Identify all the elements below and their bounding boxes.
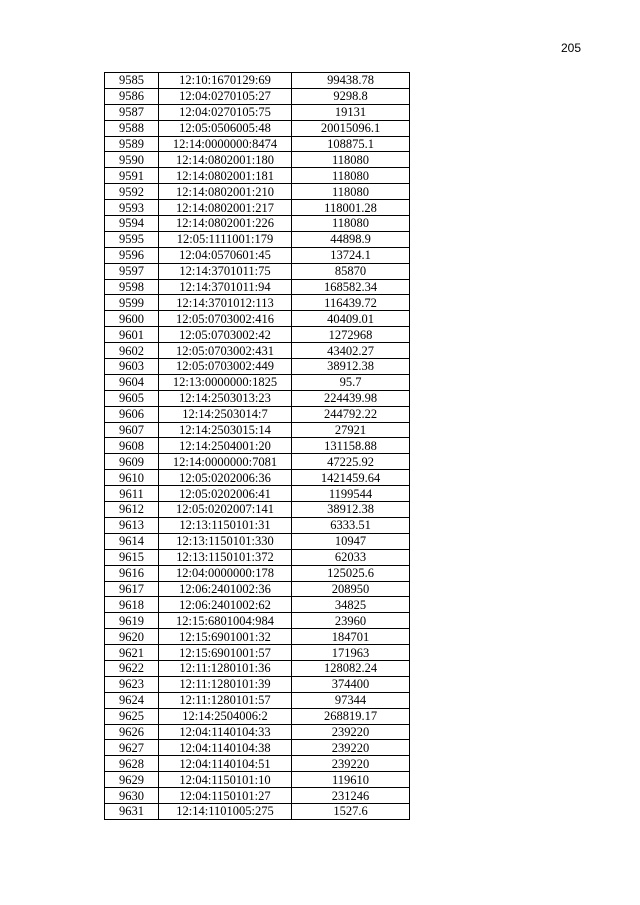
cadastral-number-cell: 12:05:1111001:179: [159, 231, 292, 247]
table-row: [105, 740, 410, 756]
value-cell: 239220: [292, 724, 410, 740]
row-number-cell: 9619: [105, 613, 159, 629]
row-number-cell: 9586: [105, 88, 159, 104]
value-cell: 184701: [292, 629, 410, 645]
row-number-cell: 9587: [105, 104, 159, 120]
table-row: [105, 708, 410, 724]
value-cell: 244792.22: [292, 406, 410, 422]
row-number-cell: 9600: [105, 311, 159, 327]
value-cell: 171963: [292, 645, 410, 661]
row-number-cell: 9591: [105, 168, 159, 184]
value-cell: 268819.17: [292, 708, 410, 724]
row-number-cell: 9614: [105, 533, 159, 549]
value-cell: 118080: [292, 216, 410, 232]
row-number-cell: 9605: [105, 390, 159, 406]
value-cell: 97344: [292, 692, 410, 708]
row-number-cell: 9611: [105, 486, 159, 502]
value-cell: 62033: [292, 549, 410, 565]
cadastral-number-cell: 12:11:1280101:36: [159, 660, 292, 676]
table-row: [105, 390, 410, 406]
table-row: [105, 772, 410, 788]
row-number-cell: 9599: [105, 295, 159, 311]
value-cell: 374400: [292, 676, 410, 692]
cadastral-number-cell: 12:05:0202007:141: [159, 502, 292, 518]
cadastral-number-cell: 12:13:0000000:1825: [159, 374, 292, 390]
value-cell: 118080: [292, 168, 410, 184]
value-cell: 239220: [292, 740, 410, 756]
cadastral-number-cell: 12:04:0270105:75: [159, 104, 292, 120]
table-row: [105, 359, 410, 375]
row-number-cell: 9606: [105, 406, 159, 422]
value-cell: 1421459.64: [292, 470, 410, 486]
cadastral-number-cell: 12:05:0506005:48: [159, 120, 292, 136]
cadastral-number-cell: 12:05:0202006:36: [159, 470, 292, 486]
cadastral-number-cell: 12:14:0802001:181: [159, 168, 292, 184]
value-cell: 1199544: [292, 486, 410, 502]
table-row: [105, 184, 410, 200]
cadastral-number-cell: 12:04:1150101:27: [159, 788, 292, 804]
value-cell: 125025.6: [292, 565, 410, 581]
row-number-cell: 9627: [105, 740, 159, 756]
table-row: [105, 660, 410, 676]
value-cell: 40409.01: [292, 311, 410, 327]
table-row: [105, 676, 410, 692]
cadastral-number-cell: 12:11:1280101:57: [159, 692, 292, 708]
table-row: [105, 200, 410, 216]
value-cell: 95.7: [292, 374, 410, 390]
table-row: [105, 231, 410, 247]
value-cell: 131158.88: [292, 438, 410, 454]
cadastral-number-cell: 12:13:1150101:372: [159, 549, 292, 565]
table-row: [105, 756, 410, 772]
value-cell: 10947: [292, 533, 410, 549]
table-body: [105, 73, 410, 820]
table-row: [105, 645, 410, 661]
value-cell: 38912.38: [292, 359, 410, 375]
table-row: [105, 438, 410, 454]
table-row: [105, 343, 410, 359]
table-row: [105, 327, 410, 343]
table-row: [105, 502, 410, 518]
row-number-cell: 9620: [105, 629, 159, 645]
row-number-cell: 9603: [105, 359, 159, 375]
cadastral-number-cell: 12:14:2503014:7: [159, 406, 292, 422]
cadastral-number-cell: 12:05:0703002:449: [159, 359, 292, 375]
value-cell: 231246: [292, 788, 410, 804]
table-row: [105, 613, 410, 629]
value-cell: 119610: [292, 772, 410, 788]
data-table: [104, 72, 410, 820]
cadastral-number-cell: 12:14:2503015:14: [159, 422, 292, 438]
row-number-cell: 9610: [105, 470, 159, 486]
cadastral-number-cell: 12:14:0000000:8474: [159, 136, 292, 152]
value-cell: 224439.98: [292, 390, 410, 406]
cadastral-number-cell: 12:14:1101005:275: [159, 803, 292, 819]
row-number-cell: 9624: [105, 692, 159, 708]
table-row: [105, 486, 410, 502]
value-cell: 118080: [292, 184, 410, 200]
value-cell: 1527.6: [292, 803, 410, 819]
row-number-cell: 9622: [105, 660, 159, 676]
row-number-cell: 9616: [105, 565, 159, 581]
value-cell: 128082.24: [292, 660, 410, 676]
cadastral-number-cell: 12:04:0270105:27: [159, 88, 292, 104]
row-number-cell: 9618: [105, 597, 159, 613]
table-row: [105, 168, 410, 184]
row-number-cell: 9613: [105, 517, 159, 533]
table-row: [105, 279, 410, 295]
value-cell: 208950: [292, 581, 410, 597]
cadastral-number-cell: 12:06:2401002:36: [159, 581, 292, 597]
row-number-cell: 9596: [105, 247, 159, 263]
table-row: [105, 629, 410, 645]
table-row: [105, 216, 410, 232]
table-row: [105, 422, 410, 438]
row-number-cell: 9629: [105, 772, 159, 788]
table-row: [105, 136, 410, 152]
value-cell: 34825: [292, 597, 410, 613]
value-cell: 85870: [292, 263, 410, 279]
cadastral-number-cell: 12:11:1280101:39: [159, 676, 292, 692]
cadastral-number-cell: 12:04:1140104:33: [159, 724, 292, 740]
table-row: [105, 406, 410, 422]
table-row: [105, 788, 410, 804]
cadastral-number-cell: 12:15:6901001:57: [159, 645, 292, 661]
table-row: [105, 533, 410, 549]
value-cell: 44898.9: [292, 231, 410, 247]
cadastral-number-cell: 12:13:1150101:330: [159, 533, 292, 549]
cadastral-number-cell: 12:14:0000000:7081: [159, 454, 292, 470]
table-row: [105, 88, 410, 104]
table-row: [105, 724, 410, 740]
value-cell: 20015096.1: [292, 120, 410, 136]
cadastral-number-cell: 12:04:0570601:45: [159, 247, 292, 263]
row-number-cell: 9630: [105, 788, 159, 804]
row-number-cell: 9592: [105, 184, 159, 200]
row-number-cell: 9607: [105, 422, 159, 438]
table-row: [105, 581, 410, 597]
table-row: [105, 565, 410, 581]
row-number-cell: 9608: [105, 438, 159, 454]
value-cell: 168582.34: [292, 279, 410, 295]
row-number-cell: 9588: [105, 120, 159, 136]
value-cell: 27921: [292, 422, 410, 438]
cadastral-number-cell: 12:14:2503013:23: [159, 390, 292, 406]
row-number-cell: 9585: [105, 73, 159, 89]
table-row: [105, 120, 410, 136]
table-row: [105, 73, 410, 89]
value-cell: 13724.1: [292, 247, 410, 263]
value-cell: 6333.51: [292, 517, 410, 533]
cadastral-number-cell: 12:04:1150101:10: [159, 772, 292, 788]
table-row: [105, 549, 410, 565]
cadastral-number-cell: 12:05:0703002:431: [159, 343, 292, 359]
row-number-cell: 9617: [105, 581, 159, 597]
row-number-cell: 9623: [105, 676, 159, 692]
cadastral-number-cell: 12:10:1670129:69: [159, 73, 292, 89]
cadastral-number-cell: 12:13:1150101:31: [159, 517, 292, 533]
row-number-cell: 9595: [105, 231, 159, 247]
row-number-cell: 9601: [105, 327, 159, 343]
value-cell: 9298.8: [292, 88, 410, 104]
value-cell: 118080: [292, 152, 410, 168]
row-number-cell: 9602: [105, 343, 159, 359]
row-number-cell: 9615: [105, 549, 159, 565]
row-number-cell: 9609: [105, 454, 159, 470]
value-cell: 43402.27: [292, 343, 410, 359]
row-number-cell: 9593: [105, 200, 159, 216]
table-row: [105, 517, 410, 533]
cadastral-number-cell: 12:14:0802001:217: [159, 200, 292, 216]
table-row: [105, 247, 410, 263]
table-row: [105, 104, 410, 120]
table-row: [105, 597, 410, 613]
row-number-cell: 9631: [105, 803, 159, 819]
cadastral-number-cell: 12:06:2401002:62: [159, 597, 292, 613]
cadastral-number-cell: 12:04:0000000:178: [159, 565, 292, 581]
row-number-cell: 9625: [105, 708, 159, 724]
table-row: [105, 152, 410, 168]
value-cell: 99438.78: [292, 73, 410, 89]
value-cell: 108875.1: [292, 136, 410, 152]
table-row: [105, 470, 410, 486]
value-cell: 23960: [292, 613, 410, 629]
cadastral-number-cell: 12:14:0802001:180: [159, 152, 292, 168]
row-number-cell: 9598: [105, 279, 159, 295]
table-row: [105, 311, 410, 327]
row-number-cell: 9604: [105, 374, 159, 390]
cadastral-number-cell: 12:14:3701011:75: [159, 263, 292, 279]
value-cell: 116439.72: [292, 295, 410, 311]
value-cell: 118001.28: [292, 200, 410, 216]
cadastral-number-cell: 12:14:0802001:210: [159, 184, 292, 200]
value-cell: 47225.92: [292, 454, 410, 470]
table-row: [105, 374, 410, 390]
value-cell: 1272968: [292, 327, 410, 343]
cadastral-number-cell: 12:04:1140104:38: [159, 740, 292, 756]
row-number-cell: 9612: [105, 502, 159, 518]
row-number-cell: 9628: [105, 756, 159, 772]
cadastral-number-cell: 12:15:6801004:984: [159, 613, 292, 629]
table-row: [105, 803, 410, 819]
cadastral-number-cell: 12:14:0802001:226: [159, 216, 292, 232]
cadastral-number-cell: 12:14:2504006:2: [159, 708, 292, 724]
cadastral-number-cell: 12:04:1140104:51: [159, 756, 292, 772]
value-cell: 239220: [292, 756, 410, 772]
value-cell: 38912.38: [292, 502, 410, 518]
row-number-cell: 9597: [105, 263, 159, 279]
table-row: [105, 454, 410, 470]
row-number-cell: 9626: [105, 724, 159, 740]
cadastral-number-cell: 12:15:6901001:32: [159, 629, 292, 645]
table-row: [105, 295, 410, 311]
table-row: [105, 692, 410, 708]
cadastral-number-cell: 12:14:3701011:94: [159, 279, 292, 295]
value-cell: 19131: [292, 104, 410, 120]
cadastral-number-cell: 12:05:0202006:41: [159, 486, 292, 502]
page-number: 205: [560, 41, 581, 55]
row-number-cell: 9589: [105, 136, 159, 152]
cadastral-number-cell: 12:05:0703002:416: [159, 311, 292, 327]
row-number-cell: 9594: [105, 216, 159, 232]
cadastral-number-cell: 12:14:3701012:113: [159, 295, 292, 311]
row-number-cell: 9590: [105, 152, 159, 168]
cadastral-number-cell: 12:05:0703002:42: [159, 327, 292, 343]
cadastral-number-cell: 12:14:2504001:20: [159, 438, 292, 454]
row-number-cell: 9621: [105, 645, 159, 661]
table-row: [105, 263, 410, 279]
